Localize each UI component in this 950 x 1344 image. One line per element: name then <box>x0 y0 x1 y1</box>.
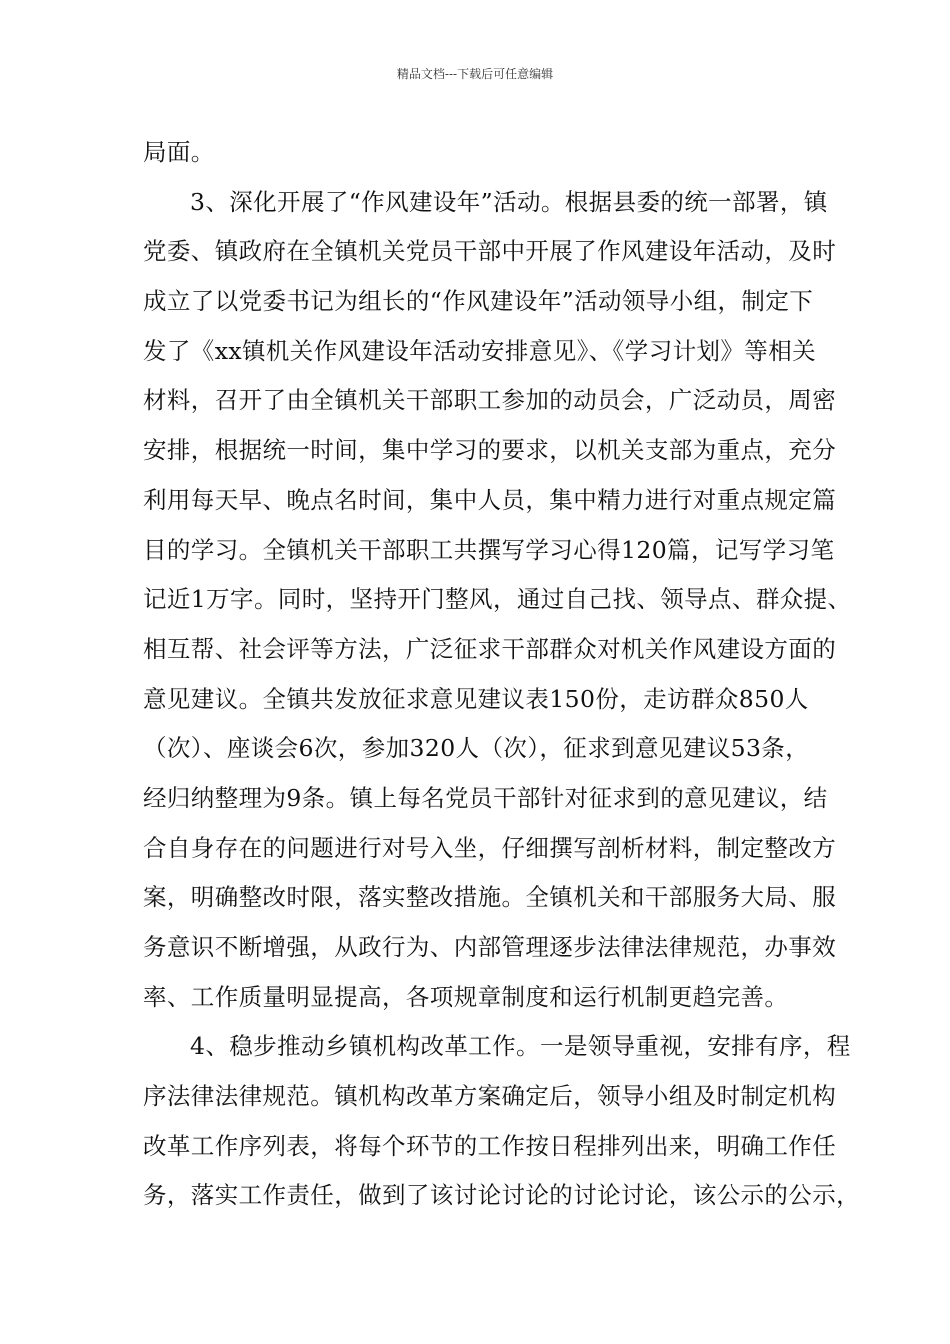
text-line: 记近1万字。同时，坚持开门整风，通过自己找、领导点、群众提、 <box>143 585 852 614</box>
text-line: 材料，召开了由全镇机关干部职工参加的动员会，广泛动员，周密 <box>143 386 837 415</box>
text-line: 意见建议。全镇共发放征求意见建议表150份，走访群众850人 <box>143 684 809 713</box>
page-header: 精品文档---下载后可任意编辑 <box>396 67 554 81</box>
text-line: 利用每天早、晚点名时间，集中人员，集中精力进行对重点规定篇 <box>143 485 837 514</box>
document-body <box>143 128 860 1221</box>
paragraph-start-line: 3、深化开展了“作风建设年”活动。根据县委的统一部署，镇 <box>190 187 828 216</box>
text-line: 经归纳整理为9条。镇上每名党员干部针对征求到的意见建议，结 <box>143 783 828 812</box>
text-line: 务意识不断增强，从政行为、内部管理逐步法律法律规范，办事效 <box>143 933 837 961</box>
text-line: 安排，根据统一时间，集中学习的要求，以机关支部为重点，充分 <box>143 436 837 465</box>
text-line: 发了《xx镇机关作风建设年活动安排意见》、《学习计划》等相关 <box>143 336 817 365</box>
text-line: 务，落实工作责任，做到了该讨论讨论的讨论讨论，该公示的公示， <box>143 1181 860 1210</box>
text-line: 相互帮、社会评等方法，广泛征求干部群众对机关作风建设方面的 <box>143 634 837 663</box>
text-line: 党委、镇政府在全镇机关党员干部中开展了作风建设年活动，及时 <box>143 237 837 266</box>
text-line: 成立了以党委书记为组长的“作风建设年”活动领导小组，制定下 <box>143 287 814 316</box>
text-line: 案，明确整改时限，落实整改措施。全镇机关和干部服务大局、服 <box>143 883 837 912</box>
text-line: 目的学习。全镇机关干部职工共撰写学习心得120篇，记写学习笔 <box>143 535 835 564</box>
text-line: 合自身存在的问题进行对号入坐，仔细撰写剖析材料，制定整改方 <box>143 833 837 862</box>
text-line: （次）、座谈会6次，参加320人（次），征求到意见建议53条， <box>143 734 810 763</box>
text-line: 序法律法律规范。镇机构改革方案确定后，领导小组及时制定机构 <box>143 1082 837 1111</box>
paragraph-start-line: 4、稳步推动乡镇机构改革工作。一是领导重视，安排有序，程 <box>190 1032 851 1061</box>
text-line: 局面。 <box>143 138 215 166</box>
text-line: 改革工作序列表，将每个环节的工作按日程排列出来，明确工作任 <box>143 1131 837 1160</box>
text-line: 率、工作质量明显提高，各项规章制度和运行机制更趋完善。 <box>143 982 789 1011</box>
